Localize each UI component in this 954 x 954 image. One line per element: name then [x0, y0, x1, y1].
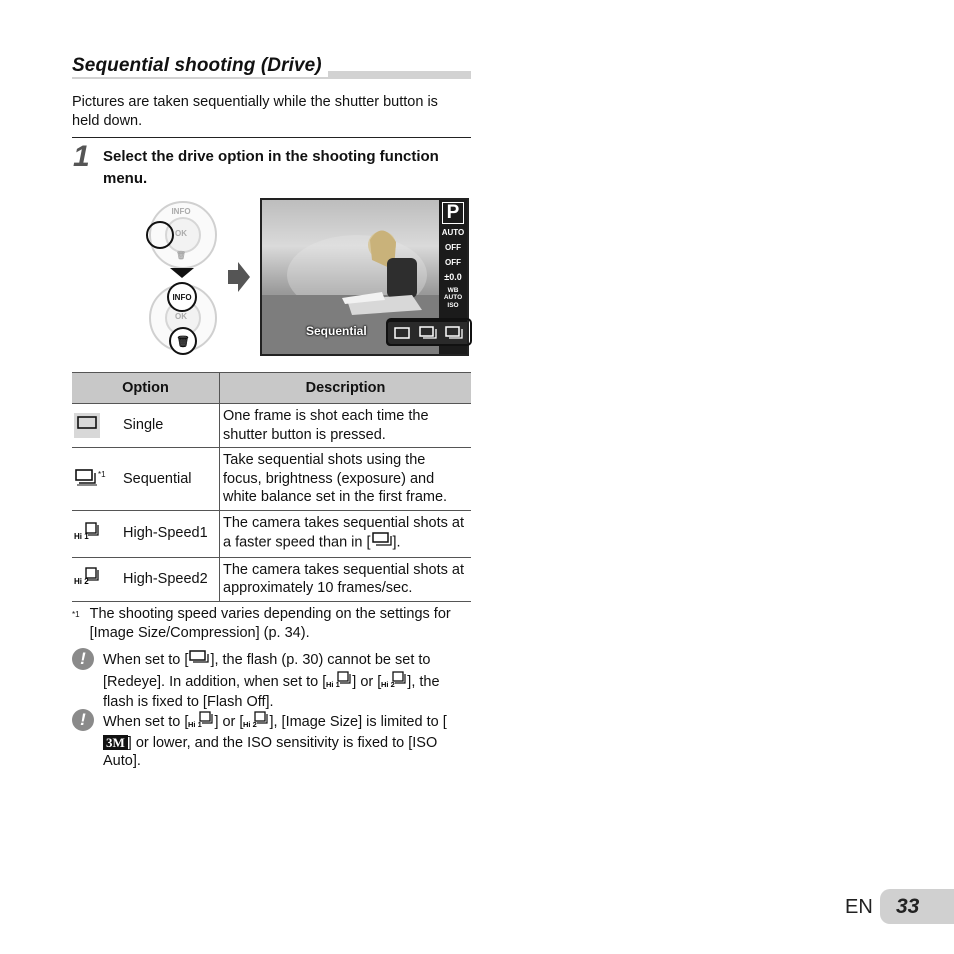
high-speed2-icon [243, 711, 269, 734]
screen-wb: WB AUTO [443, 287, 463, 301]
option-name: Single [117, 404, 220, 448]
trash-icon: 🗑 [175, 251, 187, 260]
screen-macro-off: OFF [445, 243, 461, 252]
note-image-size: When set to [ Hi 1 ] or [ Hi 2 ], [Image Size] is limited to [3M ] or lower, and the ISO sensitivity is fixed to [ISO Auto]. [103, 711, 469, 771]
screen-exposure: ±0.0 [444, 272, 462, 282]
svg-text:Hi 1: Hi 1 [326, 679, 341, 688]
table-header-option: Option [72, 373, 220, 404]
dial-ok-label-2: OK [175, 312, 187, 321]
screen-mode-p: P [442, 202, 464, 224]
high-speed2-icon [74, 566, 100, 592]
caution-icon: ! [72, 709, 94, 731]
sequential-icon [371, 532, 393, 554]
svg-text:Hi 2: Hi 2 [243, 720, 258, 728]
option-name: High-Speed1 [117, 510, 220, 557]
option-description: The camera takes sequential shots at approximately 10 frames/sec. [220, 557, 472, 601]
high-speed1-icon [188, 711, 214, 734]
highlight-ring-left [146, 221, 174, 249]
high-speed1-icon [74, 521, 100, 547]
high-speed1-icon [326, 671, 352, 694]
table-header-description: Description [220, 373, 472, 404]
page-number: 33 [896, 895, 920, 918]
selector-highlight-frame [386, 318, 472, 346]
step-number: 1 [73, 140, 90, 173]
dial-ok-label: OK [175, 229, 187, 238]
option-description: The camera takes sequential shots at a faster speed than in [ ]. [220, 510, 472, 557]
divider [72, 137, 471, 138]
language-label: EN [845, 896, 873, 918]
section-title: Sequential shooting (Drive) [72, 55, 328, 77]
svg-text:Hi 1: Hi 1 [74, 531, 89, 541]
arrow-right-icon [228, 262, 250, 292]
footnote-text: The shooting speed varies depending on the settings for [Image Size/Compression] (p. 34). [89, 606, 451, 641]
info-button-highlight: INFO [167, 282, 197, 312]
note-flash: When set to [ ], the flash (p. 30) cannot be set to [Redeye]. In addition, when set to [ Hi 1 ] or [ Hi 2 ], the flash is fixed to [Flash Off]. [103, 650, 469, 712]
sequential-icon [74, 468, 98, 492]
drive-options-table [72, 372, 471, 602]
sequential-icon [188, 650, 210, 671]
screen-selftimer-off: OFF [445, 258, 461, 267]
option-description: Take sequential shots using the focus, brightness (exposure) and white balance set in the first frame. [220, 448, 472, 511]
step-instruction: Select the drive option in the shooting function menu. [103, 148, 439, 187]
option-name: High-Speed2 [117, 557, 220, 601]
footnote [72, 605, 467, 643]
image-size-3m-badge: 3M [103, 735, 128, 750]
screen-sequential-label: Sequential [306, 324, 367, 338]
intro-text: Pictures are taken sequentially while the shutter button is held down. [72, 94, 438, 129]
screen-iso: ISO [447, 302, 459, 309]
svg-text:Hi 2: Hi 2 [381, 679, 396, 688]
option-name: Sequential [117, 448, 220, 511]
table-row [72, 510, 471, 557]
footnote-marker: *1 [98, 470, 106, 480]
option-description: One frame is shot each time the shutter button is pressed. [220, 404, 472, 448]
high-speed2-icon [381, 671, 407, 694]
dial-info-label: INFO [171, 207, 191, 216]
caution-icon: ! [72, 648, 94, 670]
arrow-down-icon [170, 268, 194, 278]
table-row [72, 448, 471, 511]
screen-flash-auto: AUTO [441, 228, 465, 237]
trash-button-highlight: 🗑 [169, 327, 197, 355]
table-row [72, 404, 471, 448]
svg-text:Hi 1: Hi 1 [188, 720, 203, 728]
svg-text:Hi 2: Hi 2 [74, 577, 89, 587]
single-frame-icon [74, 413, 100, 438]
footnote-marker: *1 [72, 610, 80, 619]
table-row [72, 557, 471, 601]
